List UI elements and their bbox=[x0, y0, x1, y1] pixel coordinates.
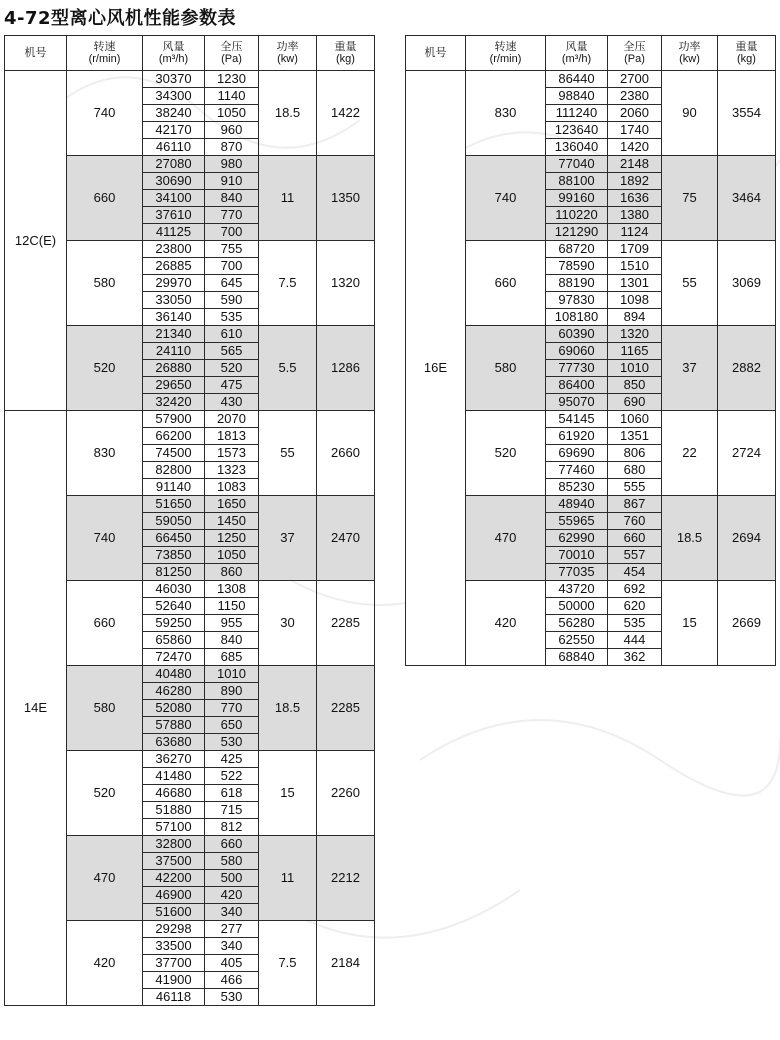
pressure-cell: 1083 bbox=[205, 479, 259, 496]
power-cell: 7.5 bbox=[259, 241, 317, 326]
pressure-cell: 466 bbox=[205, 972, 259, 989]
airflow-cell: 37610 bbox=[143, 207, 205, 224]
model-cell: 16E bbox=[406, 71, 466, 666]
weight-cell: 2882 bbox=[718, 326, 776, 411]
airflow-cell: 42170 bbox=[143, 122, 205, 139]
power-cell: 37 bbox=[662, 326, 718, 411]
pressure-cell: 1124 bbox=[608, 224, 662, 241]
pressure-cell: 610 bbox=[205, 326, 259, 343]
pressure-cell: 860 bbox=[205, 564, 259, 581]
airflow-cell: 88190 bbox=[546, 275, 608, 292]
airflow-cell: 99160 bbox=[546, 190, 608, 207]
weight-cell: 2724 bbox=[718, 411, 776, 496]
pressure-cell: 340 bbox=[205, 904, 259, 921]
pressure-cell: 1420 bbox=[608, 139, 662, 156]
pressure-cell: 1230 bbox=[205, 71, 259, 88]
airflow-cell: 136040 bbox=[546, 139, 608, 156]
airflow-cell: 34100 bbox=[143, 190, 205, 207]
airflow-cell: 77460 bbox=[546, 462, 608, 479]
airflow-cell: 38240 bbox=[143, 105, 205, 122]
pressure-cell: 565 bbox=[205, 343, 259, 360]
airflow-cell: 26885 bbox=[143, 258, 205, 275]
weight-cell: 2669 bbox=[718, 581, 776, 666]
airflow-cell: 66200 bbox=[143, 428, 205, 445]
pressure-cell: 2700 bbox=[608, 71, 662, 88]
airflow-cell: 37700 bbox=[143, 955, 205, 972]
airflow-cell: 70010 bbox=[546, 547, 608, 564]
airflow-cell: 26880 bbox=[143, 360, 205, 377]
header-row bbox=[5, 36, 375, 71]
airflow-cell: 62990 bbox=[546, 530, 608, 547]
airflow-cell: 32420 bbox=[143, 394, 205, 411]
airflow-cell: 46680 bbox=[143, 785, 205, 802]
pressure-cell: 867 bbox=[608, 496, 662, 513]
speed-cell: 520 bbox=[466, 411, 546, 496]
airflow-cell: 21340 bbox=[143, 326, 205, 343]
pressure-cell: 692 bbox=[608, 581, 662, 598]
airflow-cell: 86400 bbox=[546, 377, 608, 394]
pressure-cell: 2380 bbox=[608, 88, 662, 105]
airflow-cell: 68840 bbox=[546, 649, 608, 666]
pressure-cell: 1150 bbox=[205, 598, 259, 615]
airflow-cell: 51600 bbox=[143, 904, 205, 921]
airflow-cell: 59250 bbox=[143, 615, 205, 632]
airflow-cell: 69060 bbox=[546, 343, 608, 360]
airflow-cell: 81250 bbox=[143, 564, 205, 581]
airflow-cell: 73850 bbox=[143, 547, 205, 564]
pressure-cell: 555 bbox=[608, 479, 662, 496]
pressure-cell: 1098 bbox=[608, 292, 662, 309]
airflow-cell: 29970 bbox=[143, 275, 205, 292]
pressure-cell: 1813 bbox=[205, 428, 259, 445]
pressure-cell: 2060 bbox=[608, 105, 662, 122]
airflow-cell: 91140 bbox=[143, 479, 205, 496]
pressure-cell: 1740 bbox=[608, 122, 662, 139]
pressure-cell: 500 bbox=[205, 870, 259, 887]
airflow-cell: 69690 bbox=[546, 445, 608, 462]
pressure-cell: 890 bbox=[205, 683, 259, 700]
pressure-cell: 2070 bbox=[205, 411, 259, 428]
airflow-cell: 68720 bbox=[546, 241, 608, 258]
spec-table-right bbox=[405, 35, 776, 666]
model-cell: 12C(E) bbox=[5, 71, 67, 411]
airflow-cell: 37500 bbox=[143, 853, 205, 870]
pressure-cell: 1010 bbox=[205, 666, 259, 683]
pressure-cell: 645 bbox=[205, 275, 259, 292]
pressure-cell: 2148 bbox=[608, 156, 662, 173]
airflow-cell: 46280 bbox=[143, 683, 205, 700]
pressure-cell: 894 bbox=[608, 309, 662, 326]
pressure-cell: 700 bbox=[205, 258, 259, 275]
pressure-cell: 530 bbox=[205, 734, 259, 751]
pressure-cell: 660 bbox=[608, 530, 662, 547]
airflow-cell: 29650 bbox=[143, 377, 205, 394]
speed-cell: 740 bbox=[466, 156, 546, 241]
weight-cell: 2470 bbox=[317, 496, 375, 581]
power-cell: 18.5 bbox=[259, 71, 317, 156]
airflow-cell: 42200 bbox=[143, 870, 205, 887]
power-cell: 22 bbox=[662, 411, 718, 496]
pressure-cell: 1165 bbox=[608, 343, 662, 360]
airflow-cell: 27080 bbox=[143, 156, 205, 173]
speed-cell: 470 bbox=[67, 836, 143, 921]
page-title: 4-72型离心风机性能参数表 bbox=[4, 8, 237, 29]
pressure-cell: 812 bbox=[205, 819, 259, 836]
airflow-cell: 108180 bbox=[546, 309, 608, 326]
pressure-cell: 1050 bbox=[205, 105, 259, 122]
pressure-cell: 425 bbox=[205, 751, 259, 768]
pressure-cell: 535 bbox=[608, 615, 662, 632]
speed-cell: 420 bbox=[466, 581, 546, 666]
airflow-cell: 51880 bbox=[143, 802, 205, 819]
airflow-cell: 56280 bbox=[546, 615, 608, 632]
power-cell: 15 bbox=[259, 751, 317, 836]
pressure-cell: 557 bbox=[608, 547, 662, 564]
pressure-cell: 620 bbox=[608, 598, 662, 615]
pressure-cell: 535 bbox=[205, 309, 259, 326]
power-cell: 75 bbox=[662, 156, 718, 241]
header-speed: 转速 (r/min) bbox=[67, 36, 143, 71]
pressure-cell: 1351 bbox=[608, 428, 662, 445]
speed-cell: 660 bbox=[67, 156, 143, 241]
pressure-cell: 690 bbox=[608, 394, 662, 411]
weight-cell: 2285 bbox=[317, 666, 375, 751]
pressure-cell: 1010 bbox=[608, 360, 662, 377]
airflow-cell: 52640 bbox=[143, 598, 205, 615]
airflow-cell: 66450 bbox=[143, 530, 205, 547]
pressure-cell: 980 bbox=[205, 156, 259, 173]
airflow-cell: 29298 bbox=[143, 921, 205, 938]
table-row bbox=[406, 71, 776, 88]
pressure-cell: 454 bbox=[608, 564, 662, 581]
header-speed: 转速 (r/min) bbox=[466, 36, 546, 71]
pressure-cell: 760 bbox=[608, 513, 662, 530]
speed-cell: 420 bbox=[67, 921, 143, 1006]
header-power: 功率 (kw) bbox=[259, 36, 317, 71]
airflow-cell: 55965 bbox=[546, 513, 608, 530]
speed-cell: 580 bbox=[466, 326, 546, 411]
power-cell: 30 bbox=[259, 581, 317, 666]
weight-cell: 2694 bbox=[718, 496, 776, 581]
airflow-cell: 54145 bbox=[546, 411, 608, 428]
pressure-cell: 755 bbox=[205, 241, 259, 258]
airflow-cell: 30690 bbox=[143, 173, 205, 190]
speed-cell: 520 bbox=[67, 751, 143, 836]
header-row bbox=[406, 36, 776, 71]
speed-cell: 470 bbox=[466, 496, 546, 581]
pressure-cell: 1573 bbox=[205, 445, 259, 462]
airflow-cell: 77040 bbox=[546, 156, 608, 173]
header-model: 机号 bbox=[5, 36, 67, 71]
speed-cell: 520 bbox=[67, 326, 143, 411]
weight-cell: 2660 bbox=[317, 411, 375, 496]
airflow-cell: 59050 bbox=[143, 513, 205, 530]
power-cell: 7.5 bbox=[259, 921, 317, 1006]
airflow-cell: 97830 bbox=[546, 292, 608, 309]
pressure-cell: 650 bbox=[205, 717, 259, 734]
weight-cell: 3464 bbox=[718, 156, 776, 241]
airflow-cell: 74500 bbox=[143, 445, 205, 462]
pressure-cell: 340 bbox=[205, 938, 259, 955]
airflow-cell: 77035 bbox=[546, 564, 608, 581]
airflow-cell: 46030 bbox=[143, 581, 205, 598]
spec-table-left bbox=[4, 35, 375, 1006]
airflow-cell: 57100 bbox=[143, 819, 205, 836]
pressure-cell: 618 bbox=[205, 785, 259, 802]
airflow-cell: 95070 bbox=[546, 394, 608, 411]
airflow-cell: 23800 bbox=[143, 241, 205, 258]
pressure-cell: 530 bbox=[205, 989, 259, 1006]
airflow-cell: 62550 bbox=[546, 632, 608, 649]
airflow-cell: 46118 bbox=[143, 989, 205, 1006]
airflow-cell: 60390 bbox=[546, 326, 608, 343]
pressure-cell: 1510 bbox=[608, 258, 662, 275]
pressure-cell: 1320 bbox=[608, 326, 662, 343]
airflow-cell: 33500 bbox=[143, 938, 205, 955]
pressure-cell: 1380 bbox=[608, 207, 662, 224]
pressure-cell: 1709 bbox=[608, 241, 662, 258]
airflow-cell: 86440 bbox=[546, 71, 608, 88]
pressure-cell: 420 bbox=[205, 887, 259, 904]
weight-cell: 2212 bbox=[317, 836, 375, 921]
weight-cell: 3069 bbox=[718, 241, 776, 326]
pressure-cell: 1892 bbox=[608, 173, 662, 190]
header-pressure: 全压 (Pa) bbox=[608, 36, 662, 71]
weight-cell: 1286 bbox=[317, 326, 375, 411]
airflow-cell: 48940 bbox=[546, 496, 608, 513]
pressure-cell: 955 bbox=[205, 615, 259, 632]
speed-cell: 580 bbox=[67, 666, 143, 751]
pressure-cell: 840 bbox=[205, 190, 259, 207]
speed-cell: 740 bbox=[67, 496, 143, 581]
pressure-cell: 444 bbox=[608, 632, 662, 649]
airflow-cell: 52080 bbox=[143, 700, 205, 717]
pressure-cell: 1250 bbox=[205, 530, 259, 547]
speed-cell: 580 bbox=[67, 241, 143, 326]
header-weight: 重量 (kg) bbox=[317, 36, 375, 71]
pressure-cell: 430 bbox=[205, 394, 259, 411]
airflow-cell: 46110 bbox=[143, 139, 205, 156]
airflow-cell: 85230 bbox=[546, 479, 608, 496]
airflow-cell: 32800 bbox=[143, 836, 205, 853]
pressure-cell: 590 bbox=[205, 292, 259, 309]
weight-cell: 2260 bbox=[317, 751, 375, 836]
airflow-cell: 61920 bbox=[546, 428, 608, 445]
airflow-cell: 41900 bbox=[143, 972, 205, 989]
pressure-cell: 405 bbox=[205, 955, 259, 972]
airflow-cell: 34300 bbox=[143, 88, 205, 105]
airflow-cell: 110220 bbox=[546, 207, 608, 224]
weight-cell: 1350 bbox=[317, 156, 375, 241]
power-cell: 15 bbox=[662, 581, 718, 666]
pressure-cell: 277 bbox=[205, 921, 259, 938]
airflow-cell: 41125 bbox=[143, 224, 205, 241]
airflow-cell: 30370 bbox=[143, 71, 205, 88]
power-cell: 11 bbox=[259, 836, 317, 921]
pressure-cell: 1636 bbox=[608, 190, 662, 207]
pressure-cell: 770 bbox=[205, 700, 259, 717]
weight-cell: 2285 bbox=[317, 581, 375, 666]
pressure-cell: 580 bbox=[205, 853, 259, 870]
airflow-cell: 46900 bbox=[143, 887, 205, 904]
pressure-cell: 680 bbox=[608, 462, 662, 479]
speed-cell: 660 bbox=[466, 241, 546, 326]
airflow-cell: 41480 bbox=[143, 768, 205, 785]
header-weight: 重量 (kg) bbox=[718, 36, 776, 71]
airflow-cell: 24110 bbox=[143, 343, 205, 360]
header-pressure: 全压 (Pa) bbox=[205, 36, 259, 71]
table-row bbox=[5, 411, 375, 428]
pressure-cell: 850 bbox=[608, 377, 662, 394]
power-cell: 90 bbox=[662, 71, 718, 156]
table-row bbox=[5, 71, 375, 88]
airflow-cell: 77730 bbox=[546, 360, 608, 377]
weight-cell: 3554 bbox=[718, 71, 776, 156]
pressure-cell: 1140 bbox=[205, 88, 259, 105]
pressure-cell: 520 bbox=[205, 360, 259, 377]
weight-cell: 1320 bbox=[317, 241, 375, 326]
airflow-cell: 40480 bbox=[143, 666, 205, 683]
header-airflow: 风量 (m³/h) bbox=[546, 36, 608, 71]
pressure-cell: 1323 bbox=[205, 462, 259, 479]
airflow-cell: 36140 bbox=[143, 309, 205, 326]
airflow-cell: 43720 bbox=[546, 581, 608, 598]
airflow-cell: 65860 bbox=[143, 632, 205, 649]
header-model: 机号 bbox=[406, 36, 466, 71]
power-cell: 55 bbox=[259, 411, 317, 496]
airflow-cell: 121290 bbox=[546, 224, 608, 241]
speed-cell: 830 bbox=[466, 71, 546, 156]
pressure-cell: 1301 bbox=[608, 275, 662, 292]
airflow-cell: 51650 bbox=[143, 496, 205, 513]
speed-cell: 660 bbox=[67, 581, 143, 666]
airflow-cell: 82800 bbox=[143, 462, 205, 479]
airflow-cell: 111240 bbox=[546, 105, 608, 122]
power-cell: 11 bbox=[259, 156, 317, 241]
pressure-cell: 1308 bbox=[205, 581, 259, 598]
pressure-cell: 840 bbox=[205, 632, 259, 649]
airflow-cell: 98840 bbox=[546, 88, 608, 105]
airflow-cell: 57900 bbox=[143, 411, 205, 428]
pressure-cell: 910 bbox=[205, 173, 259, 190]
power-cell: 55 bbox=[662, 241, 718, 326]
pressure-cell: 770 bbox=[205, 207, 259, 224]
weight-cell: 2184 bbox=[317, 921, 375, 1006]
speed-cell: 830 bbox=[67, 411, 143, 496]
pressure-cell: 660 bbox=[205, 836, 259, 853]
airflow-cell: 78590 bbox=[546, 258, 608, 275]
pressure-cell: 362 bbox=[608, 649, 662, 666]
power-cell: 18.5 bbox=[662, 496, 718, 581]
header-power: 功率 (kw) bbox=[662, 36, 718, 71]
pressure-cell: 1650 bbox=[205, 496, 259, 513]
power-cell: 18.5 bbox=[259, 666, 317, 751]
pressure-cell: 700 bbox=[205, 224, 259, 241]
airflow-cell: 36270 bbox=[143, 751, 205, 768]
pressure-cell: 870 bbox=[205, 139, 259, 156]
power-cell: 37 bbox=[259, 496, 317, 581]
pressure-cell: 960 bbox=[205, 122, 259, 139]
airflow-cell: 88100 bbox=[546, 173, 608, 190]
pressure-cell: 806 bbox=[608, 445, 662, 462]
airflow-cell: 72470 bbox=[143, 649, 205, 666]
pressure-cell: 1060 bbox=[608, 411, 662, 428]
pressure-cell: 715 bbox=[205, 802, 259, 819]
pressure-cell: 1050 bbox=[205, 547, 259, 564]
airflow-cell: 123640 bbox=[546, 122, 608, 139]
weight-cell: 1422 bbox=[317, 71, 375, 156]
pressure-cell: 1450 bbox=[205, 513, 259, 530]
airflow-cell: 63680 bbox=[143, 734, 205, 751]
airflow-cell: 57880 bbox=[143, 717, 205, 734]
airflow-cell: 50000 bbox=[546, 598, 608, 615]
airflow-cell: 33050 bbox=[143, 292, 205, 309]
model-cell: 14E bbox=[5, 411, 67, 1006]
speed-cell: 740 bbox=[67, 71, 143, 156]
pressure-cell: 522 bbox=[205, 768, 259, 785]
power-cell: 5.5 bbox=[259, 326, 317, 411]
header-airflow: 风量 (m³/h) bbox=[143, 36, 205, 71]
pressure-cell: 475 bbox=[205, 377, 259, 394]
pressure-cell: 685 bbox=[205, 649, 259, 666]
